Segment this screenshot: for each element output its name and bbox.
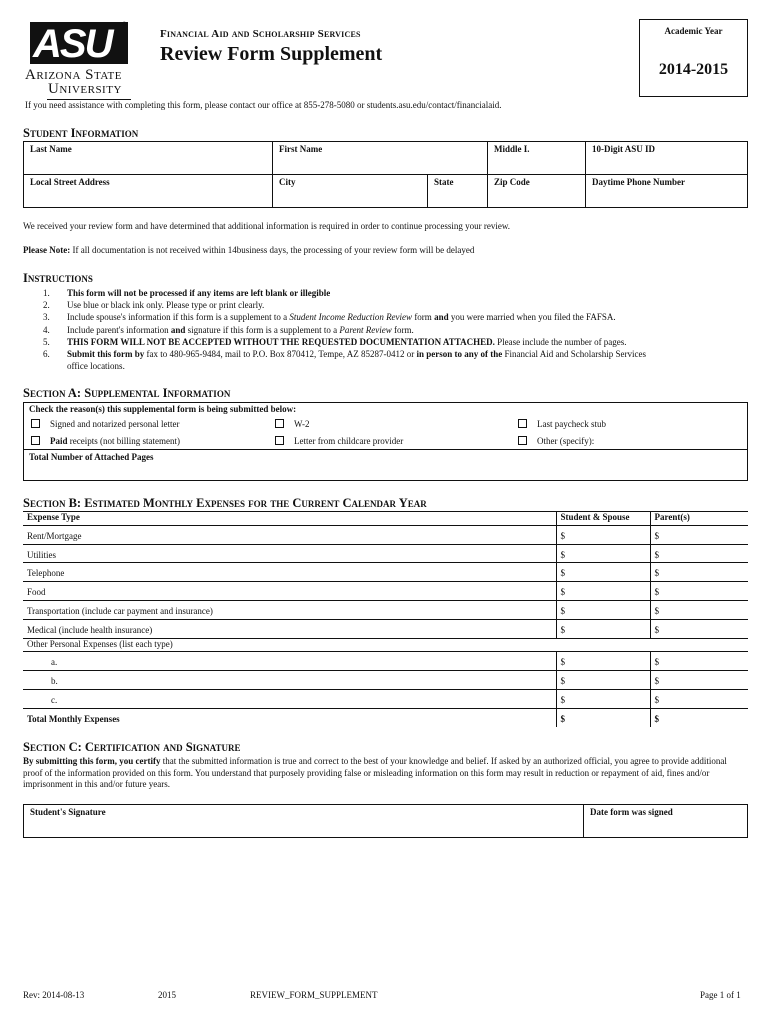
intro-text: We received your review form and have determined that additional information is required in order to continue processing your review.: [23, 221, 511, 231]
table-row: [23, 652, 748, 671]
street-address-label: Local Street Address: [30, 177, 110, 187]
opt-other[interactable]: [518, 436, 594, 447]
city-field[interactable]: [273, 175, 428, 208]
student-info-table: [23, 141, 748, 208]
total-parent-field[interactable]: $: [650, 708, 748, 727]
student-amount-field[interactable]: $: [556, 582, 650, 601]
opt-w2[interactable]: [275, 419, 310, 430]
checkbox[interactable]: [518, 436, 527, 445]
opt-w2-label: W-2: [294, 419, 310, 429]
please-note-text: If all documentation is not received within 14business days, the processing of your review form will be delayed: [70, 245, 475, 255]
signature-field[interactable]: [24, 805, 584, 838]
section-a-box: [23, 402, 748, 481]
table-row: [23, 525, 748, 544]
table-row: [23, 619, 748, 638]
table-row: [23, 689, 748, 708]
opt-paid-bold: Paid: [50, 436, 68, 446]
first-name-field[interactable]: [273, 142, 488, 175]
expense-label: Medical (include health insurance): [23, 619, 556, 638]
expense-label: b.: [23, 671, 556, 690]
checkbox[interactable]: [518, 419, 527, 428]
logo-university: University: [48, 81, 122, 97]
other-expenses-label: Other Personal Expenses (list each type): [27, 638, 173, 649]
page-title: Review Form Supplement: [160, 43, 383, 65]
student-amount-field[interactable]: $: [556, 689, 650, 708]
opt-paycheck[interactable]: [518, 419, 606, 430]
table-row: [23, 563, 748, 582]
total-expenses-label: Total Monthly Expenses: [27, 714, 120, 725]
please-note-label: Please Note:: [23, 245, 71, 255]
parent-amount-field[interactable]: $: [650, 563, 748, 582]
city-label: City: [279, 177, 296, 187]
student-amount-field[interactable]: $: [556, 619, 650, 638]
street-address-field[interactable]: [24, 175, 273, 208]
parent-amount-field[interactable]: $: [650, 600, 748, 619]
instruction-2: 2. Use blue or black ink only. Please type or print clearly.: [43, 300, 265, 311]
opt-childcare-label: Letter from childcare provider: [294, 436, 404, 446]
instructions-list: [43, 287, 753, 372]
opt-signed-label: Signed and notarized personal letter: [50, 419, 180, 429]
date-signed-label: Date form was signed: [590, 807, 673, 817]
zip-code-label: Zip Code: [494, 177, 530, 187]
col-expense-type: Expense Type: [27, 512, 80, 522]
opt-childcare[interactable]: [275, 436, 403, 447]
expense-label: Rent/Mortgage: [23, 525, 556, 544]
instruction-5: 5. THIS FORM WILL NOT BE ACCEPTED WITHOUT THE REQUESTED DOCUMENTATION ATTACHED. Please include the number of pages.: [43, 336, 627, 347]
state-label: State: [434, 177, 454, 187]
date-signed-field[interactable]: [584, 805, 748, 838]
first-name-label: First Name: [279, 144, 323, 154]
section-a-title: Section A: Supplemental Information: [23, 386, 231, 400]
signature-table: [23, 804, 748, 838]
checkbox[interactable]: [31, 419, 40, 428]
footer-rev: Rev: 2014-08-13: [23, 990, 85, 1000]
opt-paycheck-label: Last paycheck stub: [537, 419, 606, 429]
footer-year: 2015: [158, 990, 176, 1000]
parent-amount-field[interactable]: $: [650, 689, 748, 708]
other-expenses-row: [23, 638, 748, 652]
instruction-3: 3. Include spouse's information if this form is a supplement to a Student Income Reduction Review form and you were married when you filed the FAFSA.: [43, 312, 616, 323]
last-name-field[interactable]: [24, 142, 273, 175]
signature-label: Student's Signature: [30, 807, 106, 817]
certification-text: [23, 756, 748, 791]
opt-other-label: Other (specify):: [537, 436, 595, 446]
total-pages-label: Total Number of Attached Pages: [29, 452, 154, 462]
academic-year-label: Academic Year: [664, 26, 723, 36]
opt-signed-letter[interactable]: [31, 419, 179, 430]
student-amount-field[interactable]: $: [556, 525, 650, 544]
checkbox[interactable]: [275, 419, 284, 428]
trademark: ®: [122, 22, 127, 28]
col-student-spouse: Student & Spouse: [556, 512, 650, 525]
cert-body: that the submitted information is true and correct to the best of your knowledge and belief. If asked by an authorized official, you agree to provide additional proof of the information provided on this form. You understand that purposely providing false or misleading information on this form may result in reduction or repayment of aid, fines and/or imprisonment in this and/or future years.: [23, 756, 727, 789]
phone-label: Daytime Phone Number: [592, 177, 685, 187]
office-name: Financial Aid and Scholarship Services: [160, 28, 361, 40]
assistance-text: If you need assistance with completing this form, please contact our office at 855-278-5080 or students.asu.edu/contact/financialaid.: [25, 100, 502, 110]
student-amount-field[interactable]: $: [556, 544, 650, 563]
asu-id-label: 10-Digit ASU ID: [592, 144, 656, 154]
instruction-6: 6. Submit this form by fax to 480-965-9484, mail to P.O. Box 870412, Tempe, AZ 85287-0412 or in person to any of the Financial Aid and Scholarship Services: [43, 349, 646, 360]
middle-initial-field[interactable]: [488, 142, 586, 175]
student-info-title: Student Information: [23, 126, 139, 140]
student-amount-field[interactable]: $: [556, 600, 650, 619]
opt-paid-receipts[interactable]: [31, 436, 180, 447]
phone-field[interactable]: [586, 175, 748, 208]
expense-label: Telephone: [23, 563, 556, 582]
instruction-4: 4. Include parent's information and signature if this form is a supplement to a Parent Review form.: [43, 324, 414, 335]
expense-label: c.: [23, 689, 556, 708]
expense-label: Food: [23, 582, 556, 601]
check-reasons-header: Check the reason(s) this supplemental form is being submitted below:: [29, 404, 297, 414]
parent-amount-field[interactable]: $: [650, 544, 748, 563]
table-row: [23, 600, 748, 619]
logo-arizona-state: Arizona State: [25, 67, 122, 83]
table-row: [23, 671, 748, 690]
academic-year-value: 2014-2015: [658, 61, 729, 78]
instruction-6-cont: office locations.: [67, 361, 125, 372]
expenses-table: [23, 512, 748, 727]
state-field[interactable]: [428, 175, 488, 208]
expense-label: Transportation (include car payment and insurance): [23, 600, 556, 619]
student-amount-field[interactable]: $: [556, 652, 650, 671]
logo-text: ASU: [33, 22, 112, 66]
opt-paid-label: receipts (not billing statement): [67, 436, 180, 446]
table-row: [23, 544, 748, 563]
middle-initial-label: Middle I.: [494, 144, 530, 154]
parent-amount-field[interactable]: $: [650, 525, 748, 544]
expense-label: a.: [23, 652, 556, 671]
footer-page: Page 1 of 1: [700, 990, 741, 1000]
col-parents: Parent(s): [650, 512, 748, 525]
parent-amount-field[interactable]: $: [650, 652, 748, 671]
parent-amount-field[interactable]: $: [650, 671, 748, 690]
last-name-label: Last Name: [30, 144, 72, 154]
instructions-title: Instructions: [23, 271, 93, 285]
expenses-header-row: [23, 512, 748, 525]
divider: [24, 449, 747, 450]
asu-logo: [30, 22, 128, 64]
please-note: [23, 245, 474, 256]
total-row: [23, 708, 748, 727]
checkbox[interactable]: [31, 436, 40, 445]
academic-year-box: [639, 19, 748, 97]
section-c-title: Section C: Certification and Signature: [23, 740, 241, 754]
parent-amount-field[interactable]: $: [650, 582, 748, 601]
student-amount-field[interactable]: $: [556, 563, 650, 582]
cert-bold: By submitting this form, you certify: [23, 756, 161, 766]
section-b-title: Section B: Estimated Monthly Expenses for the Current Calendar Year: [23, 496, 427, 510]
footer-code: REVIEW_FORM_SUPPLEMENT: [250, 990, 378, 1000]
instruction-1: 1. This form will not be processed if any items are left blank or illegible: [43, 288, 331, 298]
total-student-field[interactable]: $: [556, 708, 650, 727]
student-amount-field[interactable]: $: [556, 671, 650, 690]
parent-amount-field[interactable]: $: [650, 619, 748, 638]
zip-code-field[interactable]: [488, 175, 586, 208]
table-row: [23, 582, 748, 601]
expense-label: Utilities: [23, 544, 556, 563]
asu-id-field[interactable]: [586, 142, 748, 175]
checkbox[interactable]: [275, 436, 284, 445]
